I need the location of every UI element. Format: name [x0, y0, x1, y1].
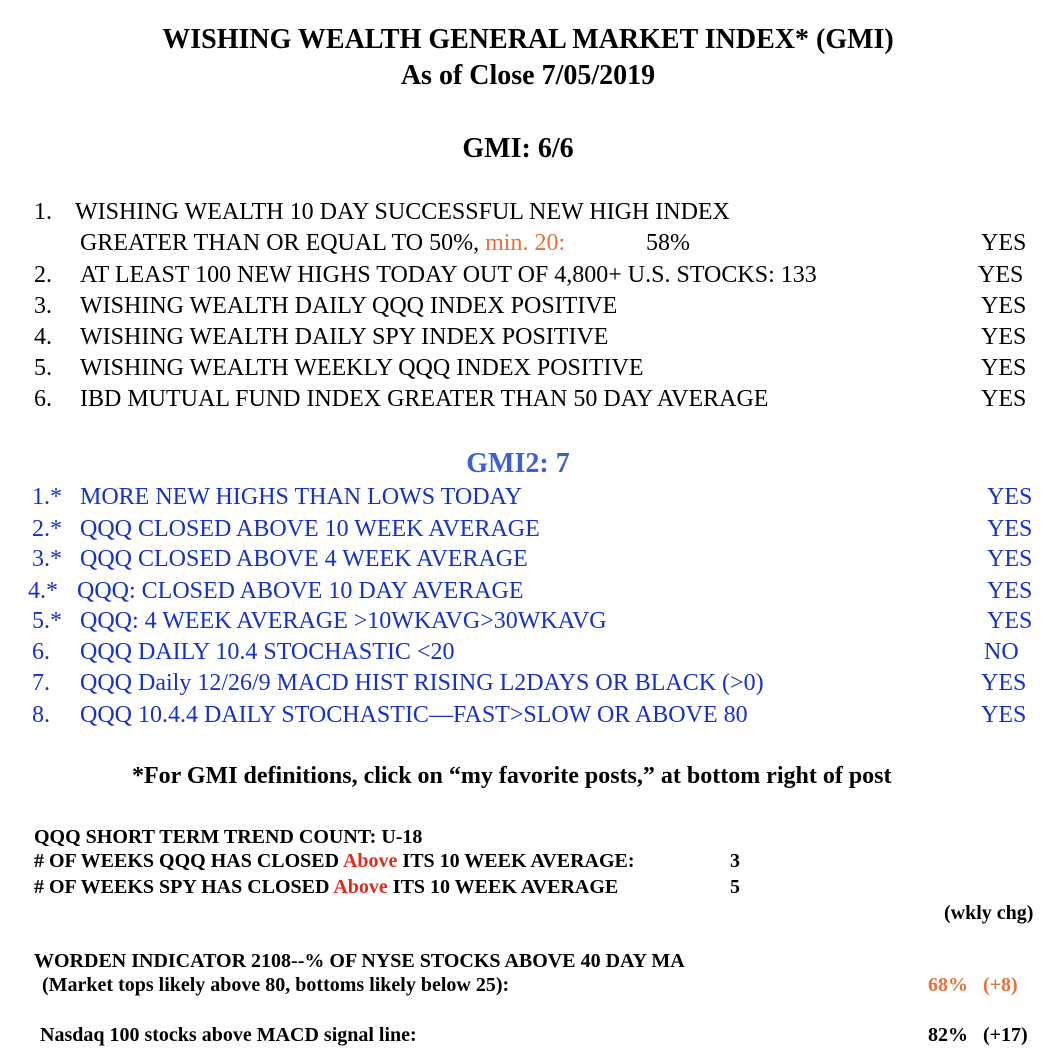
- min-threshold: min. 20:: [485, 230, 566, 256]
- gmi-item-5-text: WISHING WEALTH WEEKLY QQQ INDEX POSITIVE: [80, 355, 644, 381]
- gmi-item-4-answer: YES: [981, 324, 1027, 350]
- gmi2-item-8-answer: YES: [981, 702, 1027, 728]
- gmi2-item-3-number: 3.*: [32, 546, 62, 572]
- gmi-item-3-text: WISHING WEALTH DAILY QQQ INDEX POSITIVE: [80, 293, 618, 319]
- gmi2-item-5-answer: YES: [987, 608, 1033, 634]
- gmi-item-1-text: WISHING WEALTH 10 DAY SUCCESSFUL NEW HIGH INDEX: [75, 199, 730, 225]
- gmi2-item-8-text: QQQ 10.4.4 DAILY STOCHASTIC—FAST>SLOW OR ABOVE 80: [80, 702, 748, 728]
- gmi-item-6-answer: YES: [981, 386, 1027, 412]
- gmi2-item-2-answer: YES: [987, 516, 1033, 542]
- gmi2-item-1-number: 1.*: [32, 484, 62, 510]
- spy-weeks-value: 5: [730, 876, 740, 898]
- spy-weeks-above: # OF WEEKS SPY HAS CLOSED Above ITS 10 WEEK AVERAGE: [34, 876, 619, 898]
- gmi-item-5-answer: YES: [981, 355, 1027, 381]
- gmi2-item-6-number: 6.: [32, 639, 50, 665]
- gmi-item-6-text: IBD MUTUAL FUND INDEX GREATER THAN 50 DAY AVERAGE: [80, 386, 769, 412]
- gmi-item-6-number: 6.: [34, 386, 52, 412]
- gmi2-item-7-answer: YES: [981, 670, 1027, 696]
- gmi-item-4-number: 4.: [34, 324, 52, 350]
- gmi2-item-2-number: 2.*: [32, 516, 62, 542]
- gmi2-item-7-text: QQQ Daily 12/26/9 MACD HIST RISING L2DAYS OR BLACK (>0): [80, 670, 764, 696]
- gmi-item-4-text: WISHING WEALTH DAILY SPY INDEX POSITIVE: [80, 324, 609, 350]
- gmi2-item-7-number: 7.: [32, 670, 50, 696]
- gmi2-item-3-text: QQQ CLOSED ABOVE 4 WEEK AVERAGE: [80, 546, 528, 572]
- qqq-weeks-value: 3: [730, 850, 740, 872]
- nasdaq-macd-label: Nasdaq 100 stocks above MACD signal line:: [40, 1024, 417, 1046]
- gmi-item-5-number: 5.: [34, 355, 52, 381]
- worden-indicator-subtitle: (Market tops likely above 80, bottoms likely below 25):: [42, 974, 510, 996]
- qqq-trend-count: QQQ SHORT TERM TREND COUNT: U-18: [34, 826, 423, 848]
- gmi-item-2-answer: YES: [978, 262, 1024, 288]
- gmi2-item-5-text: QQQ: 4 WEEK AVERAGE >10WKAVG>30WKAVG: [80, 608, 607, 634]
- gmi-item-2-number: 2.: [34, 262, 52, 288]
- gmi2-item-4-text: QQQ: CLOSED ABOVE 10 DAY AVERAGE: [77, 578, 524, 604]
- worden-indicator-title: WORDEN INDICATOR 2108--% OF NYSE STOCKS ABOVE 40 DAY MA: [34, 950, 685, 972]
- gmi-item-2-text: AT LEAST 100 NEW HIGHS TODAY OUT OF 4,800+ U.S. STOCKS: 133: [80, 262, 817, 288]
- gmi2-item-1-answer: YES: [987, 484, 1033, 510]
- gmi2-score: GMI2: 7: [466, 448, 570, 479]
- gmi-score: GMI: 6/6: [462, 133, 574, 164]
- gmi2-item-4-answer: YES: [987, 578, 1033, 604]
- gmi-item-1-number: 1.: [34, 199, 52, 225]
- gmi2-item-2-text: QQQ CLOSED ABOVE 10 WEEK AVERAGE: [80, 516, 540, 542]
- gmi-item-3-answer: YES: [981, 293, 1027, 319]
- gmi2-item-6-text: QQQ DAILY 10.4 STOCHASTIC <20: [80, 639, 455, 665]
- gmi-item-1-value: 58%: [646, 230, 690, 256]
- gmi-definitions-note: *For GMI definitions, click on “my favorite posts,” at bottom right of post: [132, 763, 892, 789]
- as-of-date: As of Close 7/05/2019: [400, 60, 656, 91]
- gmi-item-3-number: 3.: [34, 293, 52, 319]
- gmi2-item-1-text: MORE NEW HIGHS THAN LOWS TODAY: [80, 484, 523, 510]
- worden-indicator-value: 68% (+8): [928, 974, 1018, 996]
- gmi2-item-3-answer: YES: [987, 546, 1033, 572]
- gmi2-item-5-number: 5.*: [32, 608, 62, 634]
- gmi2-item-8-number: 8.: [32, 702, 50, 728]
- gmi2-item-4-number: 4.*: [28, 578, 58, 604]
- gmi-item-1-text-cont: GREATER THAN OR EQUAL TO 50%, min. 20:: [80, 230, 566, 256]
- gmi-item-1-answer: YES: [981, 230, 1027, 256]
- nasdaq-macd-value: 82% (+17): [928, 1024, 1028, 1046]
- qqq-weeks-above: # OF WEEKS QQQ HAS CLOSED Above ITS 10 WEEK AVERAGE:: [34, 850, 635, 872]
- weekly-change-label: (wkly chg): [944, 902, 1034, 924]
- page-title: WISHING WEALTH GENERAL MARKET INDEX* (GMI): [162, 24, 894, 55]
- gmi2-item-6-answer: NO: [984, 639, 1019, 665]
